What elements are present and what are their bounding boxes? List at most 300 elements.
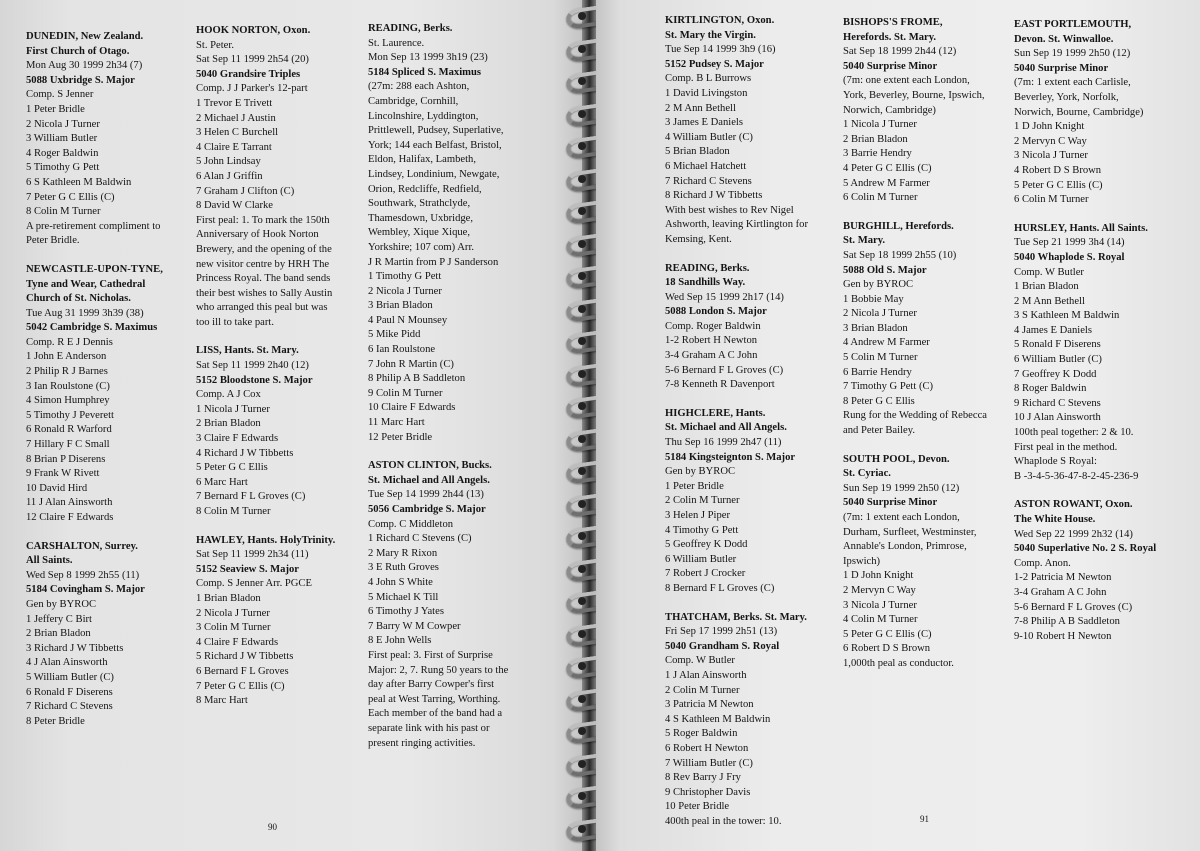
peal-line: Anniversary of Hook Norton (196, 229, 319, 241)
peal-line: 4 Peter G C Ellis (C) (843, 162, 932, 174)
peal-line: 7 Richard C Stevens (26, 701, 113, 713)
peal-date-line: Wed Sep 8 1999 2h55 (11) (26, 569, 140, 581)
tower-heading: St. Cyriac. (843, 468, 891, 480)
peal-line: 5 Timothy G Pett (26, 162, 100, 174)
peal-line: Norwich, Cambridge) (843, 104, 936, 116)
peal-line: Kemsing, Kent. (665, 233, 732, 245)
peal-line: Comp. B L Burrows (665, 73, 752, 85)
peal-line: 4 Claire F Edwards (196, 636, 279, 648)
peal-line: 11 J Alan Ainsworth (26, 497, 113, 509)
peal-method: 5040 Surprise Minor (1014, 62, 1109, 74)
peal-line: 5 Brian Bladon (665, 146, 730, 158)
peal-line: 3-4 Graham A C John (665, 350, 758, 362)
peal-line: 3 William Butler (26, 133, 98, 145)
peal-line: 5 William Butler (C) (26, 671, 114, 683)
peal-line: 7 Robert J Crocker (665, 568, 746, 580)
peal-line: 5 Richard J W Tibbetts (196, 651, 294, 663)
peal-line: 10 J Alan Ainsworth (1014, 412, 1101, 424)
tower-heading: BISHOPS'S FROME, (843, 17, 943, 28)
peal-date-line: Tue Sep 21 1999 3h4 (14) (1014, 237, 1125, 249)
peal-line: Southwark, Strathclyde, (368, 198, 471, 210)
peal-line: 1 Bobbie May (843, 293, 904, 305)
peal-line: Comp. Roger Baldwin (665, 320, 761, 332)
peal-line: day after Barry Cowper's first (368, 679, 495, 691)
peal-line: 7 Hillary F C Small (26, 439, 110, 451)
peal-line: 8 Richard J W Tibbetts (665, 190, 763, 202)
peal-line: 2 Colin M Turner (665, 684, 740, 696)
peal-line: A pre-retirement compliment to (26, 220, 161, 232)
peal-line: 1 John E Anderson (26, 351, 107, 363)
peal-entry (1014, 498, 1156, 644)
peal-line: 2 Nicola J Turner (196, 607, 270, 619)
peal-line: 5 Timothy J Peverett (26, 409, 114, 421)
peal-date-line: Wed Sep 22 1999 2h32 (14) (1014, 528, 1133, 540)
tower-heading: THATCHAM, Berks. St. Mary. (665, 611, 807, 623)
peal-line: 2 Nicola J Turner (843, 308, 917, 320)
peal-line: 8 E John Wells (368, 635, 432, 647)
peal-line: 6 Ronald F Diserens (26, 686, 113, 698)
peal-line: 11 Marc Hart (368, 417, 425, 429)
tower-heading: SOUTH POOL, Devon. (843, 453, 950, 465)
peal-line: 7 Bernard F L Groves (C) (196, 491, 306, 503)
peal-line: Major: 2, 7. Rung 50 years to the (368, 664, 509, 676)
peal-line: Yorkshire; 107 com) Arr. (368, 241, 475, 253)
peal-line: Gen by BYROC (843, 279, 914, 291)
peal-method: 5040 Grandsire Triples (196, 68, 301, 80)
peal-method: 5040 Surprise Minor (843, 497, 938, 509)
peal-line: 6 Barrie Hendry (843, 366, 912, 378)
peal-line: Comp. W Butler (1014, 266, 1084, 278)
peal-date-line: Sat Sep 11 1999 2h34 (11) (196, 549, 309, 561)
right-page (596, 0, 1200, 851)
peal-line: 3 Colin M Turner (196, 622, 271, 634)
peal-line: 7 Richard C Stevens (665, 175, 752, 187)
peal-line: 5 Peter G C Ellis (C) (1014, 179, 1103, 191)
peal-line: (7m: 1 extent each London, (843, 512, 960, 523)
peal-entry (26, 263, 163, 526)
peal-line: 1 Trevor E Trivett (196, 97, 273, 109)
tower-heading: 18 Sandhills Way. (665, 277, 746, 289)
peal-date-line: Wed Sep 15 1999 2h17 (14) (665, 291, 784, 303)
peal-line: 2 Mervyn C Way (843, 584, 916, 596)
peal-entry (665, 611, 808, 830)
peal-method: 5040 Grandham S. Royal (665, 640, 780, 652)
peal-line: Cambridge, Cornhill, (368, 95, 459, 107)
peal-line: 8 Colin M Turner (196, 506, 271, 517)
peal-line: 6 Ronald R Warford (26, 424, 112, 436)
peal-line: Gen by BYROC (665, 466, 736, 478)
peal-method: 5056 Cambridge S. Major (368, 504, 486, 515)
peal-line: 5 Ronald F Diserens (1014, 339, 1101, 351)
peal-line: (7m: 1 extent each Carlisle, (1014, 77, 1131, 89)
peal-line: 9 Colin M Turner (368, 387, 443, 399)
peal-line: 6 William Butler (665, 553, 737, 565)
peal-line: Wembley, Xique Xique, (368, 227, 471, 239)
tower-heading: First Church of Otago. (26, 45, 130, 57)
peal-line: Comp. A J Cox (196, 389, 261, 401)
tower-heading: Herefords. St. Mary. (843, 31, 937, 43)
peal-line: 6 S Kathleen M Baldwin (26, 176, 132, 188)
peal-entry (843, 453, 987, 672)
tower-heading: Devon. St. Winwalloe. (1014, 33, 1114, 45)
peal-line: Beverley, York, Norfolk, (1014, 91, 1119, 103)
tower-heading: ASTON CLINTON, Bucks. (368, 460, 492, 472)
peal-date-line: Sat Sep 11 1999 2h54 (20) (196, 54, 309, 66)
peal-line: 4 John S White (368, 576, 433, 588)
peal-entry (196, 534, 335, 709)
peal-line: 2 Brian Bladon (843, 133, 908, 145)
tower-heading: St. Michael and All Angels. (665, 422, 787, 434)
peal-line: 1 Richard C Stevens (C) (368, 533, 472, 545)
peal-line: 1-2 Robert H Newton (665, 335, 758, 347)
peal-line: 7 Peter G C Ellis (C) (26, 191, 115, 203)
peal-entry (843, 220, 987, 439)
tower-heading: Tyne and Wear, Cathedral (26, 278, 146, 290)
peal-line: 1 Nicola J Turner (196, 403, 270, 415)
peal-line: 6 Timothy J Yates (368, 606, 444, 618)
peal-line: 6 Alan J Griffin (196, 170, 263, 182)
peal-line: 4 Robert D S Brown (1014, 164, 1102, 176)
peal-method: 5088 Uxbridge S. Major (26, 74, 135, 86)
peal-date-line: St. Laurence. (368, 37, 425, 49)
peal-line: 3 James E Daniels (665, 117, 743, 129)
peal-line: Orion, Redcliffe, Redfield, (368, 183, 482, 195)
left-column-3 (368, 22, 508, 765)
peal-date-line: Mon Sep 13 1999 3h19 (23) (368, 52, 488, 64)
peal-entry (26, 540, 163, 730)
peal-line: 1 David Livingston (665, 87, 748, 99)
peal-line: Eldon, Halifax, Lambeth, (368, 154, 476, 166)
tower-heading: LISS, Hants. St. Mary. (196, 345, 299, 357)
peal-line: 7 Peter G C Ellis (C) (196, 680, 285, 692)
peal-line: 7 Geoffrey K Dodd (1014, 368, 1097, 380)
peal-line: 7 Graham J Clifton (C) (196, 185, 295, 197)
peal-date-line: Sat Sep 11 1999 2h40 (12) (196, 360, 309, 372)
peal-line: 2 Michael J Austin (196, 112, 276, 124)
peal-line: 6 Robert H Newton (665, 742, 749, 754)
peal-line: 2 Mervyn C Way (1014, 135, 1087, 147)
peal-line: 1 Nicola J Turner (843, 119, 917, 131)
page-number-left: 90 (268, 822, 277, 832)
peal-method: 5088 London S. Major (665, 306, 767, 318)
peal-line: 3 Helen C Burchell (196, 127, 279, 139)
peal-entry (665, 262, 808, 393)
peal-line: J R Martin from P J Sanderson (368, 256, 499, 268)
peal-line: 9 Frank W Rivett (26, 468, 100, 480)
peal-entry (1014, 18, 1156, 208)
peal-line: Lindsey, Londinium, Newgate, (368, 168, 500, 180)
peal-method: 5184 Covingham S. Major (26, 584, 145, 596)
peal-line: Comp. S Jenner (26, 89, 94, 101)
peal-line: 5 Andrew M Farmer (843, 177, 930, 189)
peal-date-line: Sat Sep 18 1999 2h55 (10) (843, 249, 957, 261)
peal-line: 7 Timothy G Pett (C) (843, 381, 934, 393)
peal-line: 5 Michael K Till (368, 591, 439, 603)
peal-line: Comp. C Middleton (368, 518, 454, 530)
peal-line: 3-4 Graham A C John (1014, 586, 1107, 598)
peal-line: 5 Roger Baldwin (665, 728, 738, 740)
peal-line: 5 Colin M Turner (843, 352, 918, 364)
peal-line: Princess Royal. The band sends (196, 273, 331, 285)
left-column-2 (196, 24, 335, 723)
peal-method: 5152 Pudsey S. Major (665, 58, 764, 70)
peal-line: Comp. R E J Dennis (26, 336, 113, 348)
peal-line: Brewery, and the opening of the (196, 243, 332, 255)
peal-line: 4 Claire E Tarrant (196, 141, 272, 153)
peal-line: 2 M Ann Bethell (665, 102, 736, 114)
peal-line: 5 Peter G C Ellis (C) (843, 628, 932, 640)
peal-line: Comp. J J Parker's 12-part (196, 83, 308, 95)
peal-line: 9 Richard C Stevens (1014, 397, 1101, 409)
peal-line: 1 D John Knight (1014, 121, 1085, 133)
peal-line: Prittlewell, Pudsey, Superlative, (368, 125, 504, 137)
tower-heading: The White House. (1014, 514, 1096, 525)
peal-line: Peter Bridle. (26, 235, 80, 247)
peal-date-line: Thu Sep 16 1999 2h47 (11) (665, 437, 782, 449)
peal-line: and Peter Bailey. (843, 425, 915, 437)
peal-line: 6 Michael Hatchett (665, 160, 747, 172)
peal-line: York, Beverley, Bourne, Ipswich, (843, 89, 985, 101)
peal-line: 9 Christopher Davis (665, 786, 751, 798)
peal-line: 2 Brian Bladon (196, 418, 261, 430)
peal-line: Whaplode S Royal: (1014, 456, 1097, 468)
peal-line: 5-6 Bernard F L Groves (C) (1014, 601, 1133, 613)
right-column-2 (843, 16, 987, 686)
tower-heading: CARSHALTON, Surrey. (26, 540, 138, 552)
peal-line: 8 Peter Bridle (26, 715, 85, 727)
peal-line: 4 Colin M Turner (843, 614, 918, 626)
left-page (0, 0, 582, 851)
peal-line: 2 Colin M Turner (665, 495, 740, 507)
peal-line: 4 William Butler (C) (665, 131, 753, 143)
tower-heading: St. Mary. (843, 235, 886, 247)
peal-method: 5040 Surprise Minor (843, 60, 938, 72)
peal-line: Comp. W Butler (665, 655, 735, 667)
peal-line: 7 Barry W M Cowper (368, 620, 461, 632)
peal-line: 10 Claire F Edwards (368, 402, 456, 414)
peal-line: too ill to take part. (196, 316, 274, 328)
peal-line: Rung for the Wedding of Rebecca (843, 410, 987, 422)
peal-line: Ashworth, leaving Kirtlington for (665, 219, 808, 231)
peal-line: 3 E Ruth Groves (368, 562, 439, 574)
peal-line: 400th peal in the tower: 10. (665, 815, 782, 827)
peal-entry (196, 344, 335, 519)
peal-entry (843, 16, 987, 206)
peal-line: 10 David Hird (26, 482, 88, 494)
peal-method: 5184 Spliced S. Maximus (368, 66, 482, 78)
peal-line: 5-6 Bernard F L Groves (C) (665, 364, 784, 376)
peal-line: 3 Ian Roulstone (C) (26, 380, 110, 392)
right-column-1 (665, 14, 808, 843)
peal-line: 2 Nicola J Turner (368, 285, 442, 297)
peal-date-line: Tue Sep 14 1999 3h9 (16) (665, 44, 776, 56)
right-column-3 (1014, 18, 1156, 658)
peal-line: 3 Nicola J Turner (1014, 150, 1088, 162)
tower-heading: HOOK NORTON, Oxon. (196, 25, 311, 36)
peal-line: 8 Brian P Diserens (26, 453, 106, 465)
peal-line: 7 William Butler (C) (665, 757, 753, 769)
peal-method: 5184 Kingsteignton S. Major (665, 451, 796, 463)
peal-line: 9-10 Robert H Newton (1014, 630, 1112, 642)
page-number-right: 91 (920, 814, 929, 824)
peal-line: First peal: 1. To mark the 150th (196, 214, 330, 226)
peal-line: Lincolnshire, Lyddington, (368, 110, 479, 122)
peal-line: 4 Timothy G Pett (665, 524, 739, 536)
peal-line: 2 Brian Bladon (26, 628, 91, 640)
peal-line: Norwich, Bourne, Cambridge) (1014, 106, 1144, 118)
peal-date-line: Sat Sep 18 1999 2h44 (12) (843, 46, 957, 58)
peal-line: 12 Peter Bridle (368, 431, 433, 443)
peal-line: Annable's London, Primrose, (843, 541, 967, 553)
peal-line: Each member of the band had a (368, 708, 503, 720)
peal-line: York; 144 each Belfast, Bristol, (368, 139, 502, 151)
peal-line: who arranged this peal but was (196, 302, 328, 314)
tower-heading: READING, Berks. (665, 262, 750, 274)
peal-line: 3 Helen J Piper (665, 510, 731, 521)
peal-line: 7 John R Martin (C) (368, 358, 454, 370)
peal-line: 5 John Lindsay (196, 156, 261, 168)
peal-method: 5040 Whaplode S. Royal (1014, 251, 1125, 263)
peal-line: Comp. Anon. (1014, 557, 1071, 569)
peal-line: Thamesdown, Uxbridge, (368, 212, 474, 224)
peal-method: 5152 Seaview S. Major (196, 563, 299, 575)
tower-heading: Church of St. Nicholas. (26, 293, 131, 305)
peal-line: 3 Brian Bladon (843, 322, 908, 334)
peal-line: 1 D John Knight (843, 570, 914, 582)
peal-line: First peal in the method. (1014, 441, 1118, 453)
peal-line: 2 M Ann Bethell (1014, 295, 1085, 307)
peal-date-line: St. Peter. (196, 39, 234, 51)
peal-line: 6 William Butler (C) (1014, 354, 1102, 366)
tower-heading: KIRTLINGTON, Oxon. (665, 15, 775, 26)
tower-heading: HURSLEY, Hants. All Saints. (1014, 222, 1148, 234)
peal-line: new visitor centre by HRH The (196, 258, 330, 270)
peal-line: 4 Andrew M Farmer (843, 337, 930, 349)
peal-method: 5152 Bloodstone S. Major (196, 374, 313, 386)
peal-line: 3 S Kathleen M Baldwin (1014, 310, 1120, 322)
peal-line: 3 Barrie Hendry (843, 148, 912, 160)
peal-line: 3 Richard J W Tibbetts (26, 642, 124, 654)
peal-line: 4 Paul N Mounsey (368, 314, 448, 326)
peal-line: 1,000th peal as conductor. (843, 657, 954, 669)
peal-line: 8 Rev Barry J Fry (665, 772, 741, 784)
peal-line: 6 Ian Roulstone (368, 344, 436, 356)
peal-line: 2 Mary R Rixon (368, 547, 438, 559)
peal-date-line: Sun Sep 19 1999 2h50 (12) (1014, 48, 1131, 60)
tower-heading: All Saints. (26, 555, 73, 567)
peal-date-line: Mon Aug 30 1999 2h34 (7) (26, 60, 143, 72)
peal-line: 5 Geoffrey K Dodd (665, 539, 748, 551)
peal-line: Durham, Surfleet, Westminster, (843, 526, 977, 538)
peal-date-line: Sun Sep 19 1999 2h50 (12) (843, 482, 960, 494)
peal-line: First peal: 3. First of Surprise (368, 649, 493, 661)
peal-line: 1 Peter Bridle (26, 103, 85, 115)
peal-line: 8 Colin M Turner (26, 206, 101, 218)
peal-line: 5 Mike Pidd (368, 329, 421, 341)
peal-line: Ipswich) (843, 555, 881, 567)
peal-line: 12 Claire F Edwards (26, 512, 114, 523)
peal-line: 3 Brian Bladon (368, 300, 433, 312)
peal-line: 2 Nicola J Turner (26, 118, 100, 130)
peal-line: 4 Roger Baldwin (26, 147, 99, 159)
peal-line: 6 Colin M Turner (843, 192, 918, 204)
tower-heading: St. Mary the Virgin. (665, 29, 756, 41)
peal-line: 1 Jeffery C Birt (26, 613, 93, 625)
peal-line: 1 Brian Bladon (196, 592, 261, 604)
peal-line: 6 Bernard F L Groves (196, 665, 289, 677)
peal-line: With best wishes to Rev Nigel (665, 204, 794, 216)
peal-line: 3 Claire F Edwards (196, 433, 279, 445)
peal-line: Comp. S Jenner Arr. PGCE (196, 578, 312, 590)
peal-line: 6 Robert D S Brown (843, 643, 931, 655)
peal-date-line: Tue Sep 14 1999 2h44 (13) (368, 489, 484, 501)
tower-heading: ASTON ROWANT, Oxon. (1014, 499, 1133, 511)
peal-line: 3 Patricia M Newton (665, 699, 754, 711)
peal-line: separate link with his past or (368, 722, 490, 734)
peal-line: (27m: 288 each Ashton, (368, 81, 470, 93)
peal-date-line: Fri Sep 17 1999 2h51 (13) (665, 626, 778, 638)
tower-heading: DUNEDIN, New Zealand. (26, 31, 144, 42)
peal-line: 1 J Alan Ainsworth (665, 669, 747, 681)
peal-entry (665, 407, 808, 597)
peal-line: 8 Bernard F L Groves (C) (665, 582, 775, 594)
peal-line: 8 Philip A B Saddleton (368, 373, 466, 385)
peal-line: 8 Marc Hart (196, 695, 248, 707)
peal-line: 6 Marc Hart (196, 476, 248, 488)
peal-line: 7-8 Kenneth R Davenport (665, 379, 775, 391)
peal-line: 4 James E Daniels (1014, 324, 1092, 336)
peal-line: (7m: one extent each London, (843, 75, 970, 87)
peal-line: 8 David W Clarke (196, 200, 273, 212)
tower-heading: EAST PORTLEMOUTH, (1014, 19, 1132, 30)
peal-entry (368, 22, 508, 445)
tower-heading: BURGHILL, Herefords. (843, 220, 954, 232)
peal-line: peal at West Tarring, Worthing. (368, 693, 501, 705)
peal-line: 7-8 Philip A B Saddleton (1014, 616, 1120, 628)
peal-line: 8 Roger Baldwin (1014, 383, 1087, 395)
peal-method: 5088 Old S. Major (843, 264, 927, 276)
tower-heading: St. Michael and All Angels. (368, 474, 490, 486)
peal-method: 5040 Superlative No. 2 S. Royal (1014, 543, 1157, 555)
peal-entry (1014, 222, 1156, 485)
peal-line: 4 Richard J W Tibbetts (196, 447, 294, 459)
peal-entry (26, 30, 163, 249)
peal-line: their best wishes to Sally Austin (196, 287, 333, 299)
peal-line: 5 Peter G C Ellis (196, 462, 268, 474)
peal-line: 8 Peter G C Ellis (843, 395, 915, 407)
peal-method: 5042 Cambridge S. Maximus (26, 322, 158, 334)
peal-line: 1 Peter Bridle (665, 480, 724, 492)
peal-line: Gen by BYROC (26, 598, 97, 610)
peal-line: 4 Simon Humphrey (26, 395, 110, 407)
peal-line: 3 Nicola J Turner (843, 599, 917, 611)
peal-line: 4 S Kathleen M Baldwin (665, 713, 771, 725)
peal-line: 1-2 Patricia M Newton (1014, 572, 1112, 584)
peal-line: 6 Colin M Turner (1014, 194, 1089, 206)
left-column-1 (26, 30, 163, 743)
peal-line: 1 Timothy G Pett (368, 271, 442, 283)
peal-line: 10 Peter Bridle (665, 801, 730, 813)
tower-heading: NEWCASTLE-UPON-TYNE, (26, 263, 163, 275)
peal-entry (665, 14, 808, 248)
peal-line: 2 Philip R J Barnes (26, 366, 108, 378)
peal-line: 1 Brian Bladon (1014, 281, 1079, 293)
peal-line: B -3-4-5-36-47-8-2-45-236-9 (1014, 470, 1139, 482)
peal-line: 4 J Alan Ainsworth (26, 657, 108, 669)
tower-heading: HIGHCLERE, Hants. (665, 407, 766, 419)
peal-line: present ringing activities. (368, 737, 476, 749)
peal-date-line: Tue Aug 31 1999 3h39 (38) (26, 307, 144, 319)
